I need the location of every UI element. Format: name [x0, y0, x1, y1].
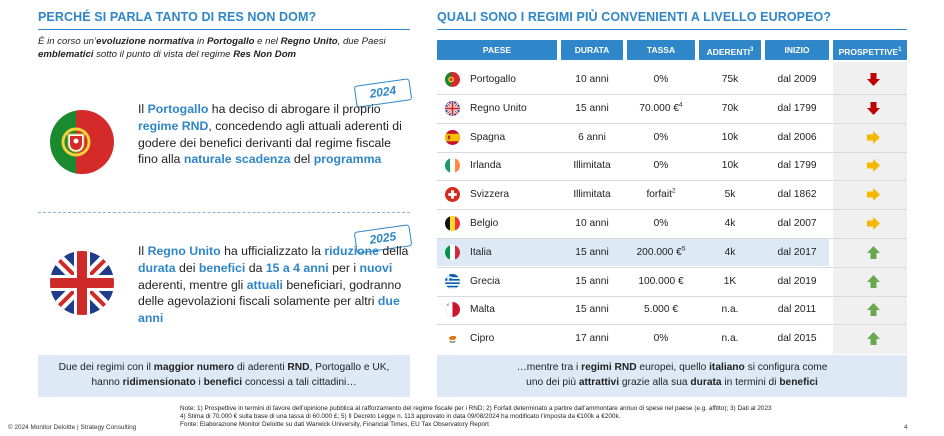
year-tag-2025: 2025 [354, 224, 413, 254]
header-tassa: TASSA [627, 40, 695, 60]
right-section-title: QUALI SONO I REGIMI PIÙ CONVENIENTI A LIVELLO EUROPEO? [437, 10, 832, 24]
header-durata: DURATA [561, 40, 623, 60]
cell-aderenti: n.a. [721, 304, 739, 315]
cell-paese: Spagna [470, 132, 506, 143]
cell-inizio: dal 2011 [777, 304, 817, 315]
cell-durata: 15 anni [575, 103, 609, 114]
cell-aderenti: 10k [721, 160, 739, 171]
cell-durata: 15 anni [575, 247, 609, 258]
trend-up-arrow-icon [866, 302, 881, 317]
trend-up-arrow-icon [866, 331, 881, 346]
table-row [437, 124, 907, 151]
note-line-3: Fonte: Elaborazione Monitor Deloitte su dati Warwick University, Financial Times, EU Tax Observatory Report [180, 421, 489, 429]
cell-inizio: dal 2015 [777, 333, 817, 344]
intro-text: È in corso un’evoluzione normativa in Portogallo e nel Regno Unito, due Paesi emblematici sotto il punto di vista del regime Res Non Dom [38, 36, 386, 60]
cell-durata: 15 anni [575, 304, 609, 315]
header-prospettive: PROSPETTIVE$^1$ [833, 40, 907, 60]
right-title-rule [437, 29, 907, 30]
cell-durata: 6 anni [578, 132, 606, 143]
cell-aderenti: n.a. [721, 333, 739, 344]
portugal-flag-icon [445, 72, 460, 87]
cell-aderenti: 1K [723, 276, 737, 287]
greece-flag-icon [445, 274, 460, 289]
cell-tassa: 0% [653, 160, 669, 171]
cell-paese: Portogallo [470, 74, 516, 85]
ireland-flag-icon [445, 158, 460, 173]
cell-paese: Svizzera [470, 189, 510, 200]
cell-paese: Regno Unito [470, 103, 527, 114]
left-summary-box: Due dei regimi con il maggior numero di aderenti RND, Portogallo e UK, hanno ridimensionato i benefici concessi a tali cittadini… [38, 355, 410, 397]
cell-durata: Illimitata [573, 189, 611, 200]
right-summary-box: …mentre tra i regimi RND europei, quello italiano si configura come uno dei più attrattivi grazie alla sua durata in termini di benefici [437, 355, 907, 397]
portugal-paragraph: Il Portogallo ha deciso di abrogare il proprio regime RND, concedendo agli attuali aderenti di godere dei benefici derivanti dal regime fiscale fino alla naturale scadenza del programma [138, 102, 402, 167]
cell-tassa: 0% [653, 74, 669, 85]
table-row [437, 296, 907, 323]
left-section-title: PERCHÉ SI PARLA TANTO DI RES NON DOM? [38, 10, 317, 24]
cell-paese: Belgio [470, 218, 499, 229]
cell-tassa: 5.000 € [644, 304, 678, 315]
note-line-1: Note: 1) Prospettive in termini di favore dell’opinione pubblica al rafforzamento del regime fiscale per i RND; 2) Forfait determinato a partire dall’ammontare annuo di spese nel paese (e.g. affitto); 3) Dati al 2023 [180, 405, 772, 412]
cell-inizio: dal 2009 [777, 74, 817, 85]
footnotes [180, 405, 880, 430]
cell-inizio: dal 1799 [777, 103, 817, 114]
cell-tassa: 70.000 €$^4$ [639, 101, 683, 114]
cell-tassa: forfait$^2$ [646, 187, 676, 200]
trend-right-arrow-icon [866, 187, 881, 202]
spain-flag-icon [445, 130, 460, 145]
trend-up-arrow-icon [866, 274, 881, 289]
table-row [437, 95, 907, 122]
table-row [437, 268, 907, 295]
cell-tassa: 200.000 €$^5$ [636, 245, 686, 258]
header-paese: PAESE [437, 40, 557, 60]
header-aderenti: ADERENTI$^3$ [699, 40, 761, 60]
cell-inizio: dal 1862 [777, 189, 817, 200]
cell-aderenti: 10k [721, 132, 739, 143]
uk-flag-icon [445, 101, 460, 116]
note-line-2: 4) Stima di 70.000 € sulla base di una tassa di 60.000 £; 5) Il Decreto Legge n. 113 approvato in data 09/08/2024 ha modificato l’imposta da €100k a €200k. [180, 413, 621, 421]
table-row [437, 325, 907, 352]
cell-paese: Cipro [470, 333, 495, 344]
cell-inizio: dal 2007 [777, 218, 817, 229]
cell-aderenti: 5k [724, 189, 736, 200]
cyprus-flag-icon [445, 331, 460, 346]
uk-flag-icon [50, 251, 114, 315]
trend-down-arrow-icon [866, 101, 881, 116]
trend-up-arrow-icon [866, 245, 881, 260]
cell-aderenti: 75k [721, 74, 739, 85]
trend-right-arrow-icon [866, 158, 881, 173]
uk-paragraph: Il Regno Unito ha ufficializzato la riduzione della durata dei benefici da 15 a 4 anni per i nuovi aderenti, mentre gli attuali beneficiari, godranno delle agevolazioni fiscali solamente per altri due anni [138, 244, 409, 326]
cell-aderenti: 4k [724, 218, 736, 229]
trend-right-arrow-icon [866, 216, 881, 231]
table-row [437, 152, 907, 179]
cell-durata: 15 anni [575, 276, 609, 287]
italy-flag-icon [445, 245, 460, 260]
table-row [437, 66, 907, 93]
cell-paese: Malta [470, 304, 495, 315]
cell-tassa: 0% [653, 218, 669, 229]
cell-inizio: dal 1799 [777, 160, 817, 171]
malta-flag-icon [445, 302, 460, 317]
cell-aderenti: 4k [724, 247, 736, 258]
cell-aderenti: 70k [721, 103, 739, 114]
belgium-flag-icon [445, 216, 460, 231]
cell-durata: Illimitata [573, 160, 611, 171]
section-divider [38, 212, 410, 213]
cell-tassa: 0% [653, 132, 669, 143]
cell-paese: Grecia [470, 276, 501, 287]
portugal-flag-icon [50, 110, 114, 174]
cell-durata: 17 anni [575, 333, 609, 344]
cell-inizio: dal 2006 [777, 132, 817, 143]
table-row [437, 181, 907, 208]
table-row [437, 239, 907, 266]
page-number: 4 [904, 424, 908, 431]
table-row [437, 210, 907, 237]
copyright: © 2024 Monitor Deloitte | Strategy Consulting [8, 424, 137, 431]
header-inizio: INIZIO [765, 40, 829, 60]
cell-inizio: dal 2017 [777, 247, 817, 258]
cell-tassa: 100.000 € [638, 276, 684, 287]
cell-paese: Irlanda [470, 160, 502, 171]
year-tag-2024: 2024 [354, 78, 413, 108]
cell-durata: 10 anni [575, 74, 609, 85]
cell-paese: Italia [470, 247, 492, 258]
cell-durata: 10 anni [575, 218, 609, 229]
cell-inizio: dal 2019 [777, 276, 817, 287]
trend-right-arrow-icon [866, 130, 881, 145]
switzerland-flag-icon [445, 187, 460, 202]
trend-down-arrow-icon [866, 72, 881, 87]
left-title-rule [38, 29, 410, 30]
cell-tassa: 0% [653, 333, 669, 344]
